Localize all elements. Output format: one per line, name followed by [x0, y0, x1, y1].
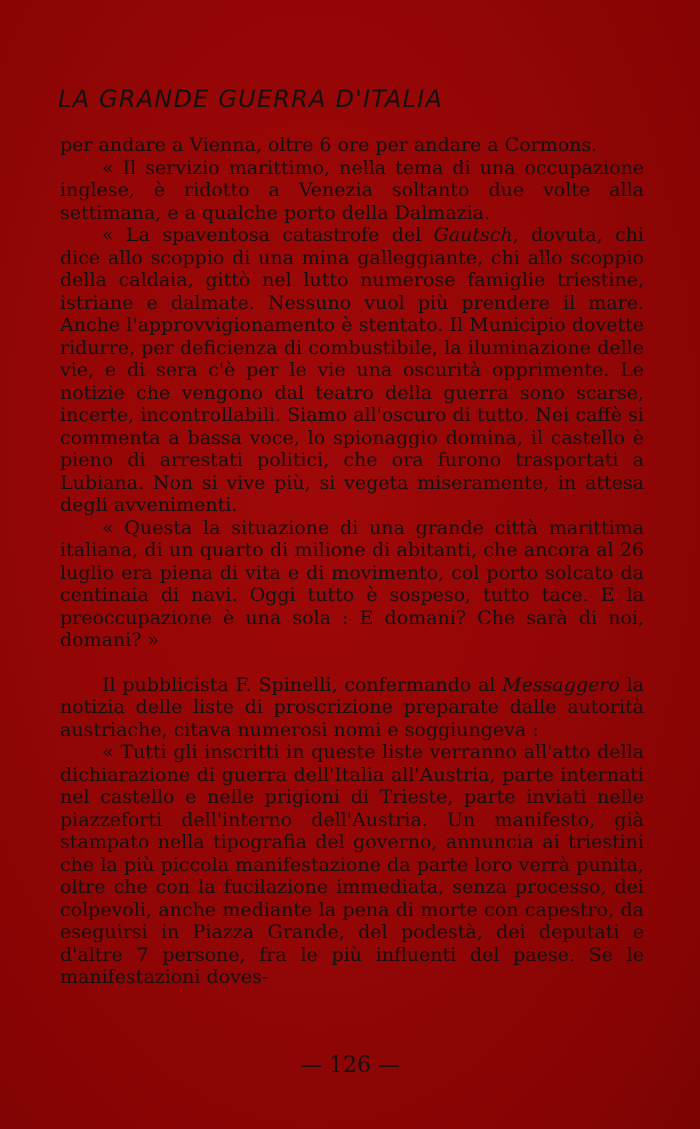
italic-name: Gautsch: [433, 224, 513, 246]
page-number: — 126 —: [300, 1053, 400, 1078]
italic-name: Messaggero: [502, 673, 620, 696]
running-head: LA GRANDE GUERRA D'ITALIA: [58, 85, 443, 113]
paragraph-maritime-service: « Il servizio marittimo, nella tema di una occupazione inglese, è ridotto a Venezia soltanto due volte alla settimana, e a qualche porto della Dalmazia.: [60, 156, 644, 224]
paragraph-city-situation: « Questa la situazione di una grande città marittima italiana, di un quarto di milione di abitanti, che ancora al 26 luglio era piena di vita e di movimento, col porto solcato da centinaia di navi. Oggi tutto è sospeso, tutto tace. E la preoccupazione è una sola : E domani? Che sarà di noi, domani? »: [60, 516, 644, 651]
paragraph-continuation: per andare a Vienna, oltre 6 ore per andare a Cormons.: [60, 134, 598, 156]
paragraph-proscription-lists: « Tutti gli inscritti in queste liste verranno all'atto della dichiarazione di guerra dell'Italia all'Austria, parte internati nel castello e nelle prigioni di Trieste, parte inviati nelle piazzeforti dell'interno dell'Austria. Un manifesto, già stampato nella tipografia del governo, annuncia ai triestini che la più piccola manifestazione da parte loro verrà punita, oltre che con la fucilazione immediata, senza processo, dei colpevoli, anche mediante la pena di morte con capestro, da eseguirsi in Piazza Grande, del podestà, dei deputati e d'altre 7 persone, fra le più influenti del paese. Se le manifestazioni doves-: [60, 741, 644, 988]
paragraph-gautsch-catastrophe: « La spaventosa catastrofe del Gautsch, dovuta, chi dice allo scoppio di una mina galleggiante, chi allo scoppio della caldaia, gittò nel lutto numerose famiglie triestine, istriane e dalmate. Nessuno vuol più prendere il mare. Anche l'approvvigionamento è stentato. Il Municipio dovette ridurre, per deficienza di combustibile, la iluminazione delle vie, e di sera c'è per le vie una oscurità opprimente. Le notizie che vengono dal teatro della guerra sono scarse, incerte, incontrollabili. Siamo all'oscuro di tutto. Nei caffè si commenta a bassa voce, lo spionaggio domina, il castello è pieno di arrestati politici, che ora furono trasportati a Lubiana. Non si vive più, si vegeta miseramente, in attesa degli avvenimenti.: [60, 224, 644, 516]
paragraph-spinelli: Il pubblicista F. Spinelli, confermando al Messaggero la notizia delle liste di proscrizione preparate dalle autorità austriache, citava numerosi nomi e soggiungeva :: [60, 673, 644, 741]
body-text: [60, 134, 644, 989]
